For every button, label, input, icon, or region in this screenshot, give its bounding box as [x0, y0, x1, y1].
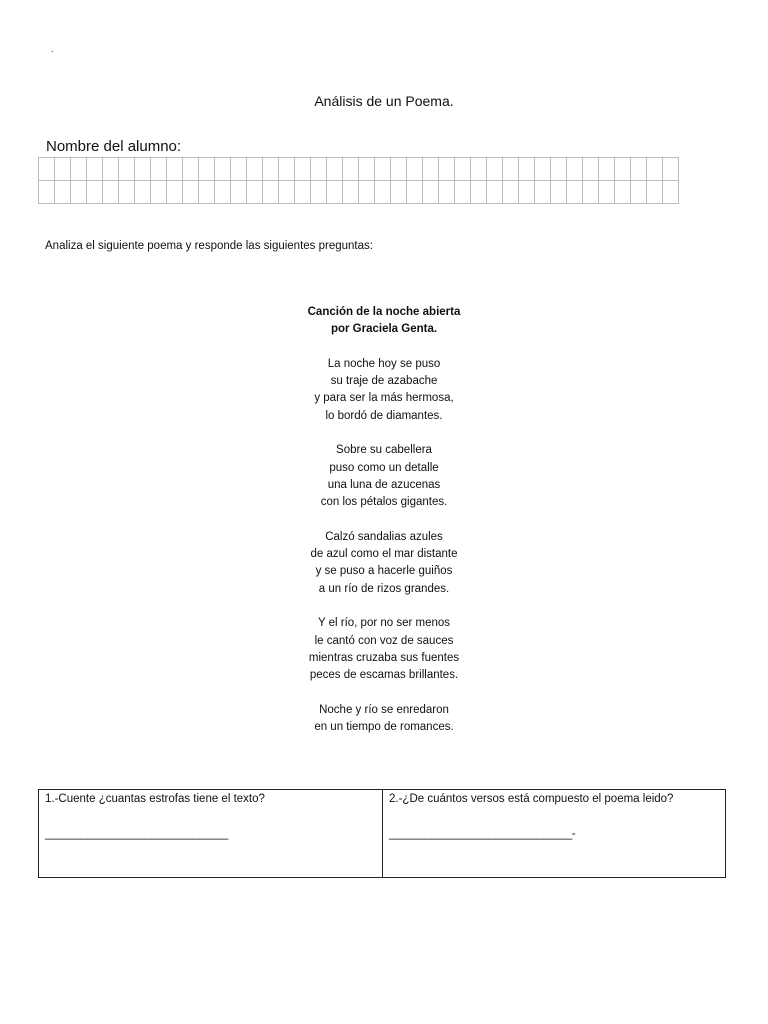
poem-stanza	[0, 442, 768, 511]
name-box[interactable]	[599, 181, 615, 204]
name-box[interactable]	[71, 158, 87, 181]
poem-verse: mientras cruzaba sus fuentes	[308, 651, 460, 664]
name-box[interactable]	[647, 158, 663, 181]
name-box[interactable]	[119, 158, 135, 181]
poem-verse: en un tiempo de romances.	[314, 721, 454, 734]
poem-stanza	[0, 529, 768, 598]
poem-stanzas	[0, 356, 768, 737]
name-box[interactable]	[231, 181, 247, 204]
name-box[interactable]	[375, 181, 391, 204]
poem-verse: y para ser la más hermosa,	[314, 392, 454, 405]
poem-verse: puso como un detalle	[329, 461, 439, 474]
question-1-text: 1.-Cuente ¿cuantas estrofas tiene el texto?	[45, 793, 265, 805]
name-box[interactable]	[279, 158, 295, 181]
name-box[interactable]	[407, 158, 423, 181]
poem-stanza	[0, 356, 768, 425]
name-box[interactable]	[535, 158, 551, 181]
poem-title: Canción de la noche abierta	[307, 306, 461, 318]
name-box[interactable]	[247, 158, 263, 181]
question-2-text: 2.-¿De cuántos versos está compuesto el poema leido?	[389, 793, 674, 805]
name-box[interactable]	[567, 158, 583, 181]
name-box[interactable]	[71, 181, 87, 204]
question-cell-2	[382, 790, 725, 877]
name-box[interactable]	[583, 181, 599, 204]
name-box[interactable]	[135, 158, 151, 181]
name-box[interactable]	[551, 181, 567, 204]
name-box[interactable]	[119, 181, 135, 204]
poem-verse: y se puso a hacerle guiños	[315, 565, 453, 578]
name-box[interactable]	[631, 181, 647, 204]
name-box[interactable]	[311, 158, 327, 181]
name-box[interactable]	[535, 181, 551, 204]
name-box[interactable]	[167, 158, 183, 181]
name-box[interactable]	[167, 181, 183, 204]
name-box[interactable]	[487, 181, 503, 204]
name-box[interactable]	[359, 158, 375, 181]
question-cell-1	[39, 790, 382, 877]
name-box[interactable]	[247, 181, 263, 204]
name-box[interactable]	[583, 158, 599, 181]
student-name-grid[interactable]	[38, 157, 679, 204]
name-box[interactable]	[183, 158, 199, 181]
poem-verse: La noche hoy se puso	[327, 357, 441, 370]
name-box[interactable]	[263, 158, 279, 181]
student-name-label: Nombre del alumno:	[46, 138, 182, 155]
name-box[interactable]	[391, 158, 407, 181]
name-box[interactable]	[423, 181, 439, 204]
name-box[interactable]	[151, 158, 167, 181]
questions-table	[38, 789, 726, 878]
name-box[interactable]	[423, 158, 439, 181]
name-box[interactable]	[359, 181, 375, 204]
name-box[interactable]	[471, 181, 487, 204]
poem-verse: a un río de rizos grandes.	[318, 582, 450, 595]
poem-stanza	[0, 615, 768, 684]
name-box[interactable]	[439, 158, 455, 181]
name-box[interactable]	[615, 181, 631, 204]
name-box[interactable]	[279, 181, 295, 204]
name-box[interactable]	[55, 158, 71, 181]
name-box[interactable]	[55, 181, 71, 204]
name-box[interactable]	[311, 181, 327, 204]
poem-verse: le cantó con voz de sauces	[314, 634, 454, 647]
poem-verse: lo bordó de diamantes.	[325, 409, 443, 422]
name-box[interactable]	[39, 181, 55, 204]
poem-verse: Sobre su cabellera	[336, 444, 432, 457]
name-box[interactable]	[343, 181, 359, 204]
name-box[interactable]	[327, 181, 343, 204]
name-box[interactable]	[599, 158, 615, 181]
name-box[interactable]	[87, 181, 103, 204]
poem-verse: Calzó sandalias azules	[325, 530, 443, 543]
name-box[interactable]	[631, 158, 647, 181]
poem-verse: con los pétalos gigantes.	[320, 496, 448, 509]
name-box[interactable]	[295, 158, 311, 181]
stray-dot: .	[51, 44, 54, 54]
name-box[interactable]	[487, 158, 503, 181]
name-box[interactable]	[471, 158, 487, 181]
name-box[interactable]	[87, 158, 103, 181]
poem-verse: de azul como el mar distante	[310, 548, 458, 561]
name-box[interactable]	[519, 158, 535, 181]
page-title: Análisis de un Poema.	[314, 93, 454, 109]
poem-verse: Noche y río se enredaron	[319, 703, 449, 716]
name-box[interactable]	[503, 181, 519, 204]
name-box[interactable]	[215, 181, 231, 204]
name-box[interactable]	[327, 158, 343, 181]
name-box[interactable]	[663, 158, 679, 181]
name-box[interactable]	[503, 158, 519, 181]
question-1-answer-line[interactable]: _______________________________	[45, 828, 228, 840]
name-box[interactable]	[103, 158, 119, 181]
poem-author: por Graciela Genta.	[330, 323, 438, 336]
poem	[0, 304, 768, 736]
poem-verse: su traje de azabache	[330, 375, 438, 388]
poem-verse: una luna de azucenas	[327, 478, 441, 491]
name-box[interactable]	[263, 181, 279, 204]
question-2-answer-line[interactable]: _______________________________-	[389, 828, 576, 840]
name-box[interactable]	[439, 181, 455, 204]
name-box[interactable]	[663, 181, 679, 204]
name-box[interactable]	[215, 158, 231, 181]
name-box[interactable]	[199, 158, 215, 181]
name-box[interactable]	[103, 181, 119, 204]
poem-verse: Y el río, por no ser menos	[317, 617, 451, 630]
name-box[interactable]	[519, 181, 535, 204]
name-box[interactable]	[295, 181, 311, 204]
poem-verse: peces de escamas brillantes.	[309, 669, 459, 682]
name-box[interactable]	[647, 181, 663, 204]
name-box[interactable]	[455, 181, 471, 204]
name-box[interactable]	[151, 181, 167, 204]
poem-stanza	[0, 702, 768, 737]
name-box[interactable]	[551, 158, 567, 181]
name-box[interactable]	[615, 158, 631, 181]
name-box[interactable]	[183, 181, 199, 204]
name-box[interactable]	[199, 181, 215, 204]
name-box[interactable]	[567, 181, 583, 204]
name-box[interactable]	[231, 158, 247, 181]
name-box[interactable]	[391, 181, 407, 204]
name-box[interactable]	[39, 158, 55, 181]
name-box[interactable]	[407, 181, 423, 204]
instruction-text: Analiza el siguiente poema y responde las siguientes preguntas:	[45, 240, 373, 252]
name-box[interactable]	[375, 158, 391, 181]
name-box[interactable]	[343, 158, 359, 181]
name-box[interactable]	[455, 158, 471, 181]
name-box[interactable]	[135, 181, 151, 204]
